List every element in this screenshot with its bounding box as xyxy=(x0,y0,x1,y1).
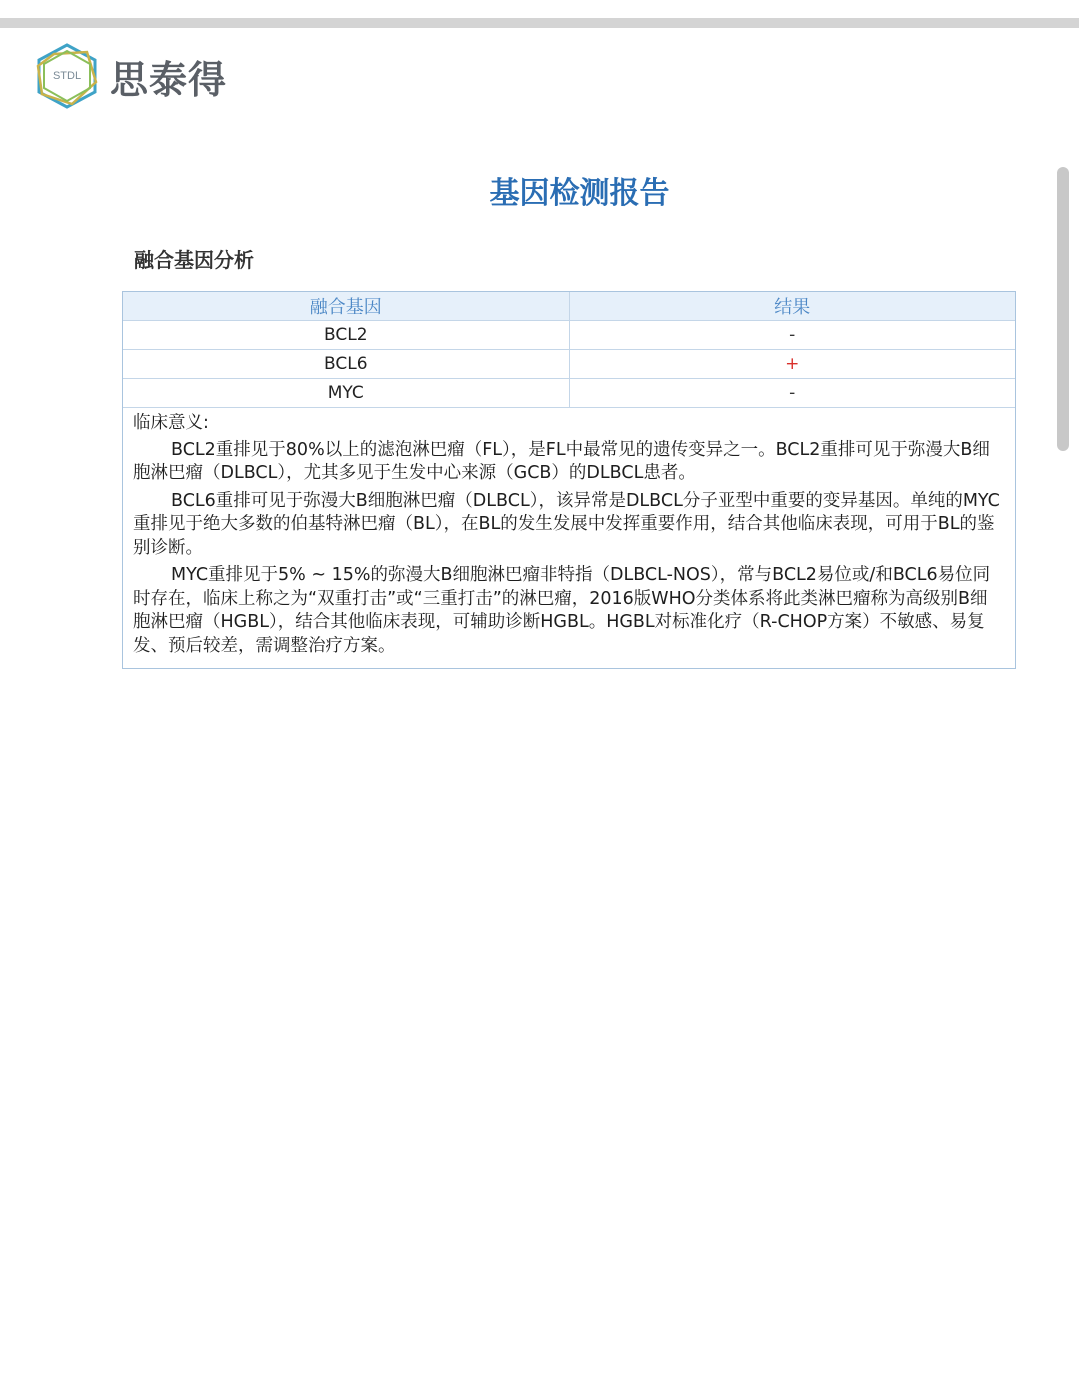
brand-logo xyxy=(32,42,227,110)
table-row xyxy=(123,350,1015,379)
vertical-scrollbar[interactable] xyxy=(1057,167,1069,451)
top-bar xyxy=(0,18,1079,28)
clinical-paragraph: BCL6重排可见于弥漫大B细胞淋巴瘤（DLBCL），该异常是DLBCL分子亚型中重要的变异基因。单纯的MYC重排见于绝大多数的伯基特淋巴瘤（BL），在BL的发生发展中发挥重要作用，结合其他临床表现，可用于BL的鉴别诊断。 xyxy=(133,490,1000,558)
clinical-significance xyxy=(123,408,1015,668)
column-header-result: 结果 xyxy=(774,297,811,318)
result-cell-positive: + xyxy=(785,354,800,374)
table-row xyxy=(123,379,1015,408)
result-cell: - xyxy=(789,325,796,345)
table-header-row xyxy=(123,292,1015,321)
clinical-paragraph: MYC重排见于5% ~ 15%的弥漫大B细胞淋巴瘤非特指（DLBCL-NOS），常与BCL2易位或/和BCL6易位同时存在，临床上称之为“双重打击”或“三重打击”的淋巴瘤，2016版WHO分类体系将此类淋巴瘤称为高级别B细胞淋巴瘤（HGBL），结合其他临床表现，可辅助诊断HGBL。HGBL对标准化疗（R-CHOP方案）不敏感、易复发、预后较差，需调整治疗方案。 xyxy=(133,565,991,656)
logo-emblem-text: STDL xyxy=(52,70,82,82)
column-header-gene: 融合基因 xyxy=(123,292,570,320)
fusion-gene-table xyxy=(122,291,1016,669)
result-cell: - xyxy=(789,383,796,403)
logo-emblem xyxy=(32,42,102,110)
brand-name: 思泰得 xyxy=(110,57,228,102)
page-title: 基因检测报告 xyxy=(489,176,670,211)
gene-cell: BCL2 xyxy=(123,321,570,349)
gene-cell: BCL6 xyxy=(123,350,570,378)
clinical-paragraph: BCL2重排见于80%以上的滤泡淋巴瘤（FL），是FL中最常见的遗传变异之一。BCL2重排可见于弥漫大B细胞淋巴瘤（DLBCL），尤其多见于生发中心来源（GCB）的DLBCL患者。 xyxy=(133,439,990,483)
table-row xyxy=(123,321,1015,350)
clinical-label: 临床意义: xyxy=(133,413,209,433)
gene-cell: MYC xyxy=(123,379,570,407)
section-title: 融合基因分析 xyxy=(134,248,254,272)
